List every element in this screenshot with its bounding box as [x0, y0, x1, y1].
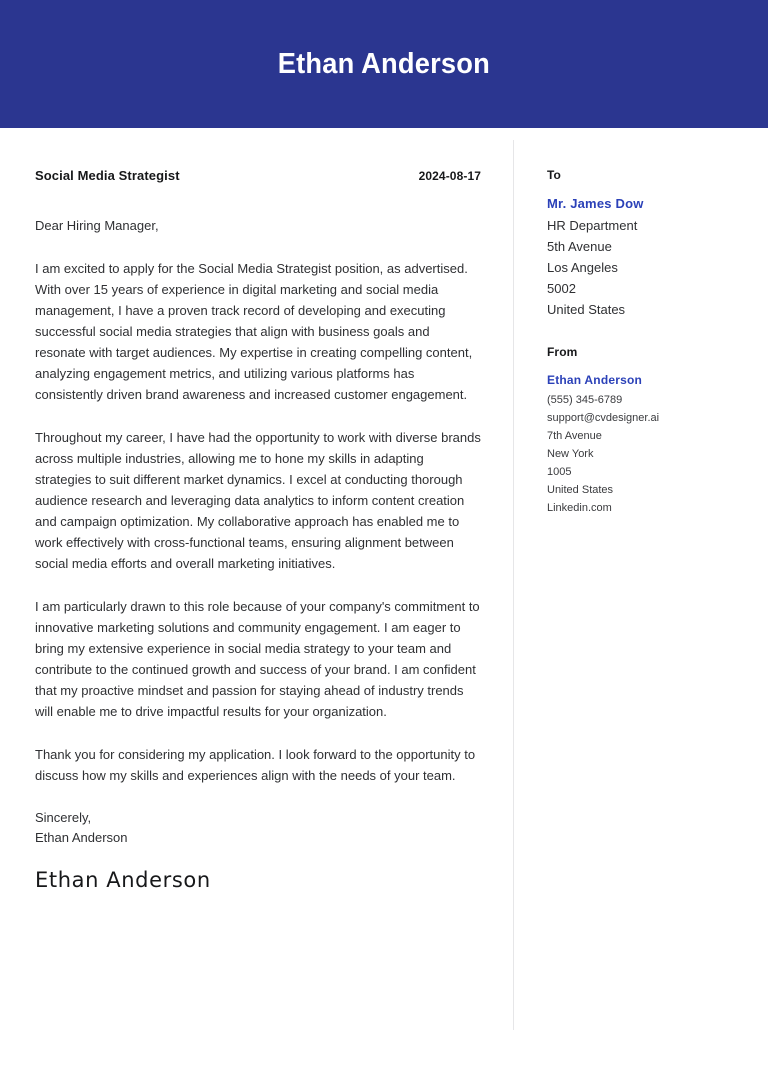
sender-line: 7th Avenue [547, 430, 602, 442]
recipient-line: 5th Avenue [547, 239, 612, 254]
sender-phone: (555) 345-6789 [547, 394, 623, 406]
sender-line: 1005 [547, 466, 572, 478]
recipient-line: United States [547, 302, 626, 317]
sender-website: Linkedin.com [547, 502, 612, 514]
signature: Ethan Anderson [35, 868, 211, 892]
recipient-line: Los Angeles [547, 260, 618, 275]
letter-paragraph-3: I am particularly drawn to this role because of your company's commitment to innovative marketing solutions and community engagement. I am eager to bring my extensive experience in social media strategy to your team and contribute to the continued growth and success of your brand. I am confident that my proactive mindset and passion for staying ahead of industry trends will enable me to drive impactful results for your organization. [35, 599, 480, 719]
job-title: Social Media Strategist [35, 168, 180, 183]
recipient-line: HR Department [547, 218, 638, 233]
letter-date: 2024-08-17 [418, 169, 481, 183]
sender-name: Ethan Anderson [547, 373, 643, 387]
letter-paragraph-1: I am excited to apply for the Social Media Strategist position, as advertised. With over 15 years of experience in digital marketing and social media management, I have a proven track record of developing and executing successful social media strategies that align with business goals and resonate with target audiences. My expertise in creating compelling content, analyzing engagement metrics, and utilizing various platforms has consistently driven brand awareness and increased customer engagement. [35, 261, 473, 402]
header-banner [0, 0, 768, 128]
sender-line: United States [547, 484, 614, 496]
sender-heading: From [547, 345, 578, 359]
closing-block [35, 808, 481, 848]
salutation: Dear Hiring Manager, [35, 218, 159, 233]
letter-meta-row [35, 168, 481, 183]
closing-name: Ethan Anderson [35, 830, 128, 845]
letter-paragraph-4: Thank you for considering my application. I look forward to the opportunity to discuss how my skills and experiences align with the needs of your team. [35, 747, 476, 783]
recipient-block [547, 168, 744, 320]
candidate-name-header: Ethan Anderson [277, 47, 491, 80]
recipient-heading: To [547, 168, 561, 182]
sender-line: New York [547, 448, 594, 460]
closing-word: Sincerely, [35, 810, 92, 825]
recipient-name: Mr. James Dow [547, 196, 644, 211]
sender-block [547, 345, 744, 517]
sender-email: support@cvdesigner.ai [547, 412, 660, 424]
recipient-line: 5002 [547, 281, 576, 296]
letter-body-wrapper [0, 128, 768, 1030]
letter-main-column [0, 128, 513, 892]
letter-paragraph-2: Throughout my career, I have had the opportunity to work with diverse brands across multiple industries, allowing me to hone my skills in adapting strategies to suit different market dynamics. I excel at conducting thorough audience research and leveraging data analytics to inform content creation and campaign optimization. My collaborative approach has enabled me to work effectively with cross-functional teams, ensuring alignment between social media efforts and overall marketing initiatives. [35, 430, 481, 571]
letter-side-column [514, 128, 768, 542]
